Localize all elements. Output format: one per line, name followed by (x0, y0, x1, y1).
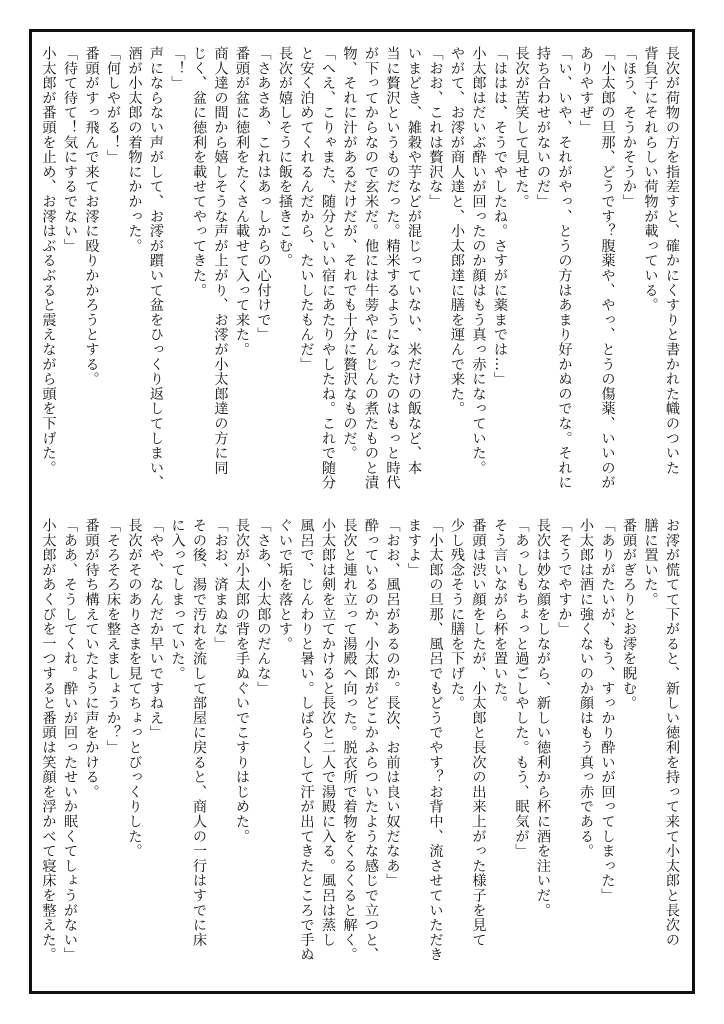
text-line: 「い、いや、それがやっ、とうの方はあまり好かぬのでな。それに (556, 46, 573, 490)
text-line: 少し残念そうに膳を下げた。 (449, 518, 465, 711)
text-line: 「そうでやすか」 (556, 518, 573, 637)
text-line: に入ってしまっていた。 (169, 518, 186, 681)
upper-text-block (40, 46, 682, 498)
text-line: 当に贅沢というものだった。精米するようになったのはもっと時代 (384, 46, 401, 490)
text-line: 商人達の間から嬉しそうな声が上がり、お澪が小太郎達の方に同 (212, 46, 229, 476)
text-line: その後、湯で汚れを流して部屋に戻ると、商人の一行はすでに床 (191, 518, 207, 948)
text-line: 「小太郎の旦那、風呂でもどうでやす？お背中、流させていただき (427, 518, 444, 962)
text-line: 小太郎はだいぶ酔いが回ったのか顔はもう真っ赤になっていた。 (470, 46, 487, 476)
text-line: ますよ」 (406, 518, 422, 578)
text-line: 「ははは、そうでやしたね。さすがに薬までは…」 (492, 46, 508, 387)
text-line: 「そろそろ床を整えましょうか？」 (105, 518, 121, 755)
text-line: 物、それに汁があるだけだが、それでも十分に贅沢なものだ。 (341, 46, 358, 461)
text-line: 酒が小太郎の着物にかかった。 (126, 46, 143, 254)
text-line: 長次がそのありさまを見てちょっとびっくりした。 (126, 518, 143, 859)
text-line: 長次は妙な顔をしながら、新しい徳利から杯に酒を注いだ。 (535, 518, 551, 918)
text-line: 持ち合わせがないのだ」 (535, 46, 551, 209)
text-line: 番頭が待ち構えていたように声をかける。 (83, 518, 100, 800)
text-line: 長次と連れ立って湯殿へ向った。脱衣所で着物をくるくると解く。 (341, 518, 358, 962)
text-line: 長次が苦笑して見せた。 (513, 46, 530, 209)
text-line: 長次が小太郎の背を手ぬぐいでこすりはじめた。 (234, 518, 250, 844)
text-line: 膳に置いた。 (642, 518, 659, 607)
text-line: 番頭は渋い顔をしたが、小太郎と長次の出来上がった様子を見て (470, 518, 487, 948)
text-line: 小太郎は酒に強くないのか顔はもう真っ赤である。 (578, 518, 594, 859)
text-line: 声にならない声がして、お澪が躓いて盆をひっくり返してしまい、 (148, 46, 164, 490)
text-line: 番頭がすっ飛んで来てお澪に殴りかかろうとする。 (83, 46, 100, 387)
text-line: 「さあ、小太郎のだんな」 (255, 518, 272, 696)
text-line: 「やや、なんだか早いですねえ」 (148, 518, 164, 740)
text-line: ぐいで垢を落とす。 (277, 518, 293, 652)
text-line: と安く泊めてくれるんだから、たいしたもんだ」 (298, 46, 315, 372)
text-line: やがて、お澪が商人達と、小太郎達に膳を運んで来た。 (449, 46, 465, 416)
text-line: 「ありがたいが、もう、すっかり酔いが回ってしまった」 (599, 518, 616, 903)
text-line: お澪が慌てて下がると、新しい徳利を持って来て小太郎と長次の (664, 518, 680, 948)
text-line: 「ほう、そうかそうか」 (621, 46, 637, 209)
text-line: 「さあさあ、これはあっしからの心付けで」 (255, 46, 272, 342)
text-line: 「小太郎の旦那、どうです？腹薬や、やっ、とうの傷薬、いいのが (599, 46, 616, 490)
text-line: 酔っているのか、小太郎がどこかふらついたような感じで立つと、 (363, 518, 379, 962)
text-line: 「おお、風呂があるのか。長次、お前は良い奴だなあ」 (384, 518, 401, 888)
text-line: じく、盆に徳利を載せてやってきた。 (191, 46, 207, 298)
text-line: 背負子にそれらしい荷物が載っている。 (642, 46, 659, 313)
text-line: いまどき、雑穀や芋などが混じっていない、米だけの飯など、本 (406, 46, 422, 476)
lower-text-block (40, 518, 682, 970)
text-line: 「あっしもちょっと過ごしやした。もう、眠気が」 (513, 518, 530, 859)
text-line: ありやすぜ」 (578, 46, 594, 135)
text-line: 長次が荷物の方を指差すと、確かにくすりと書かれた幟のついた (664, 46, 680, 476)
text-line: 「へえ、こりゃまた、随分といい宿にあたりやしたね。これで随分 (320, 46, 336, 490)
text-line: 「何しやがる！」 (105, 46, 121, 165)
text-line: 「おお、これは贅沢な」 (427, 46, 444, 209)
text-line: 小太郎が番頭を止め、お澪はぶるぶると震えながら頭を下げた。 (40, 46, 57, 476)
text-line: が下ってからなので玄米だ。他には牛蒡やにんじんの煮たものと漬 (363, 46, 379, 490)
text-line: 風呂で、じんわりと暑い。しばらくして汗が出てきたところで手ぬ (298, 518, 315, 962)
text-line: 小太郎は剣を立てかけると長次と二人で湯殿に入る。風呂は蒸し (320, 518, 336, 948)
text-line: 番頭が盆に徳利をたくさん載せて入って来た。 (234, 46, 250, 357)
text-line: 「おお、済まぬな」 (212, 518, 229, 652)
text-line: 「！」 (169, 46, 186, 91)
text-line: 小太郎があくびを一つすると番頭は笑顔を浮かべて寝床を整えた。 (40, 518, 57, 962)
text-line: 「ああ、そうしてくれ。酔いが回ったせいか眠くてしょうがない」 (62, 518, 78, 962)
text-line: 番頭がぎろりとお澪を睨む。 (621, 518, 637, 711)
text-line: 「待て待て！気にするでない」 (62, 46, 78, 254)
text-line: そう言いながら杯を置いた。 (492, 518, 508, 711)
text-line: 長次が嬉しそうに飯を掻きこむ。 (277, 46, 293, 268)
